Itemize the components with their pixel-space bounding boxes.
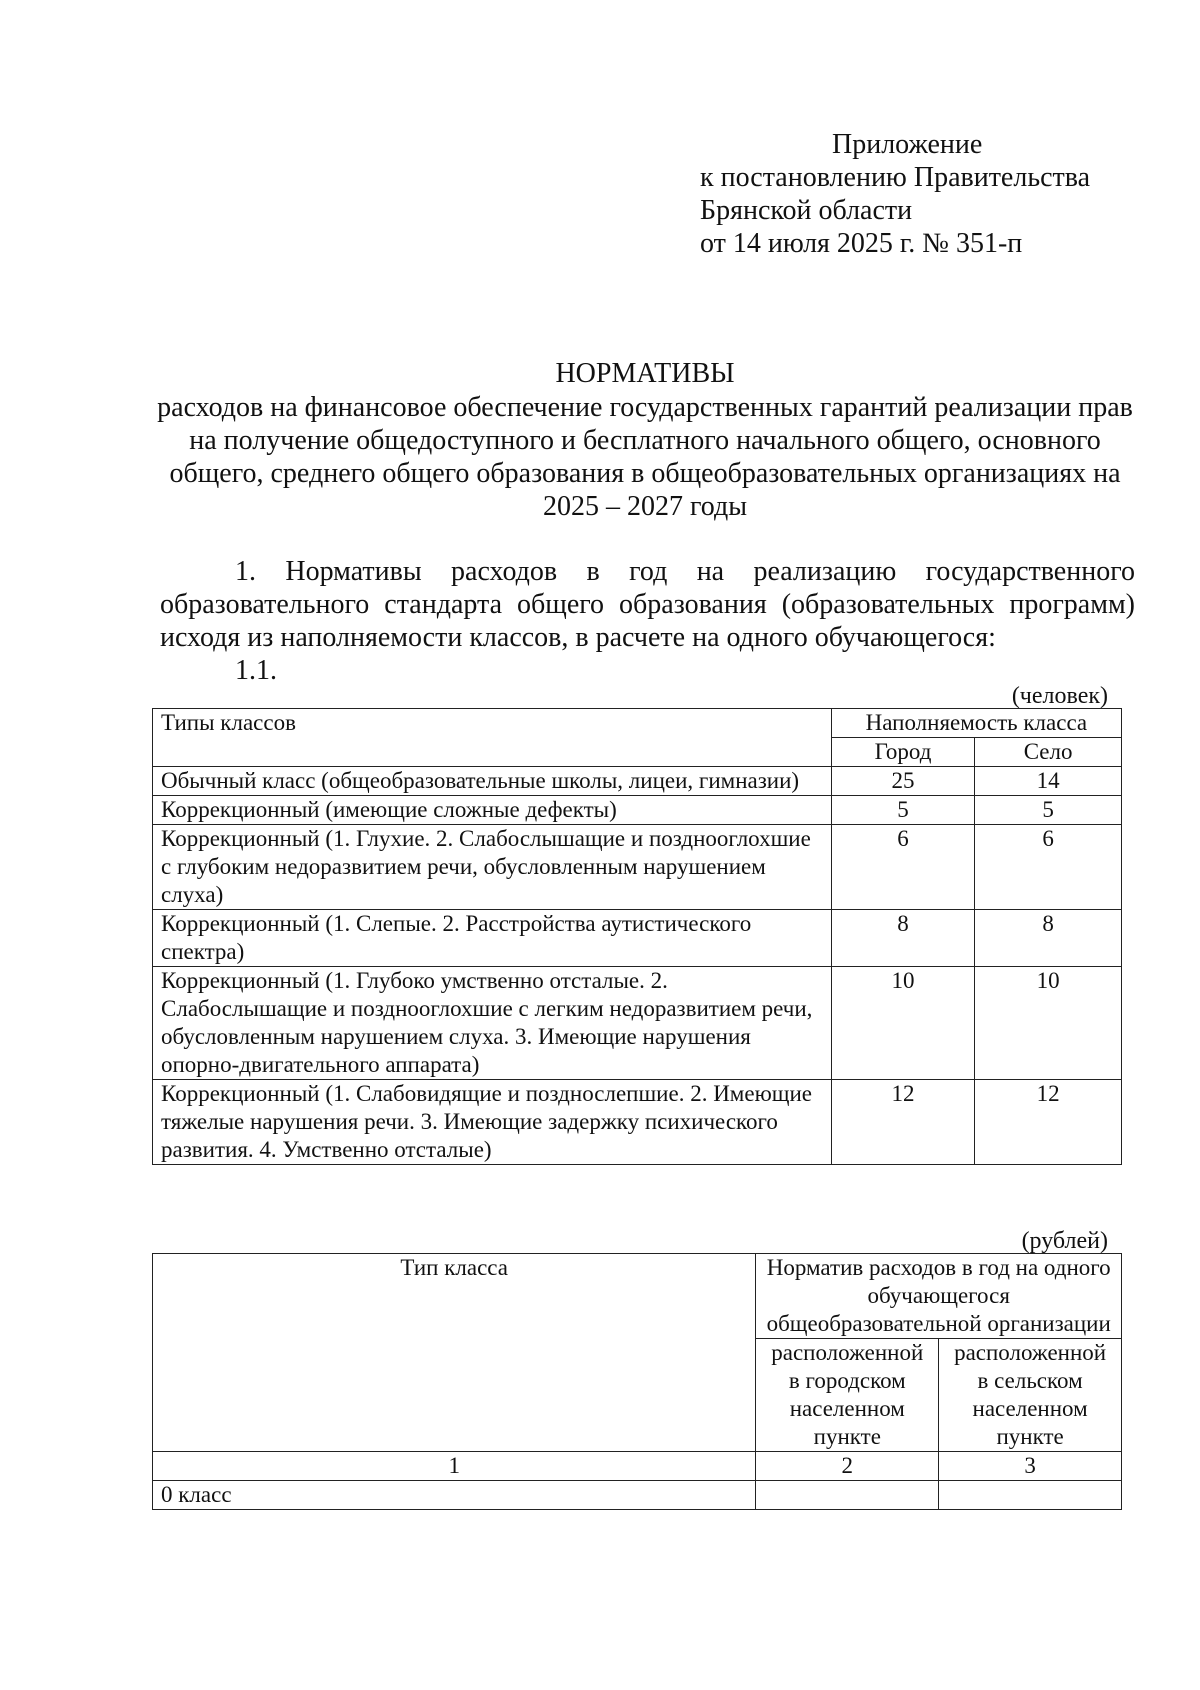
table2-header-type: Тип класса xyxy=(153,1254,756,1452)
table-row xyxy=(153,1481,1122,1510)
table-row xyxy=(153,767,1122,796)
table1-cell-type: Обычный класс (общеобразовательные школы, лицеи, гимназии) xyxy=(153,767,832,796)
table2-col-num-1: 1 xyxy=(153,1452,756,1481)
table1-cell-city: 10 xyxy=(831,967,974,1080)
table1-unit: (человек) xyxy=(1011,683,1108,709)
title-heading: НОРМАТИВЫ xyxy=(555,358,735,389)
table2-cell-city xyxy=(756,1481,939,1510)
table1-header-type: Типы классов xyxy=(153,709,832,767)
table2-header-village: расположенной в сельском населенном пункте xyxy=(939,1339,1122,1452)
table2-col-num-3: 3 xyxy=(939,1452,1122,1481)
title-subtitle: расходов на финансовое обеспечение государственных гарантий реализации прав на получение общедоступного и бесплатного начального общего, основного общего, среднего общего образования в общеобразовательных организациях на 2025 – 2027 годы xyxy=(157,392,1133,522)
table1-cell-village: 14 xyxy=(975,767,1122,796)
table1-cell-type: Коррекционный (имеющие сложные дефекты) xyxy=(153,796,832,825)
table-row xyxy=(153,910,1122,967)
table1-cell-type: Коррекционный (1. Слабовидящие и позднослепшие. 2. Имеющие тяжелые нарушения речи. 3. Имеющие задержку психического развития. 4. Умственно отсталые) xyxy=(153,1080,832,1165)
appendix-header xyxy=(700,128,1090,260)
section-1 xyxy=(160,555,1135,687)
table2-cell-village xyxy=(939,1481,1122,1510)
section-1-1-label: 1.1. xyxy=(235,655,277,686)
table1-cell-type: Коррекционный (1. Слепые. 2. Расстройства аутистического спектра) xyxy=(153,910,832,967)
table2-col-num-2: 2 xyxy=(756,1452,939,1481)
table-row xyxy=(153,825,1122,910)
table1-cell-village: 8 xyxy=(975,910,1122,967)
table-row xyxy=(153,796,1122,825)
table1-cell-city: 8 xyxy=(831,910,974,967)
table1-header-village: Село xyxy=(975,738,1122,767)
appendix-line-1: Приложение xyxy=(832,129,983,160)
table1-cell-city: 5 xyxy=(831,796,974,825)
section-1-text: 1. Нормативы расходов в год на реализацию государственного образовательного стандарта общего образования (образовательных программ) исходя из наполняемости классов, в расчете на одного обучающегося: xyxy=(160,556,1135,653)
table1-cell-type: Коррекционный (1. Глубоко умственно отсталые. 2. Слабослышащие и позднооглохшие с легким недоразвитием речи, обусловленным нарушением слуха. 3. Имеющие нарушения опорно-двигательного аппарата) xyxy=(153,967,832,1080)
table1-cell-village: 10 xyxy=(975,967,1122,1080)
appendix-line-3: Брянской области xyxy=(700,195,913,226)
table1-cell-type: Коррекционный (1. Глухие. 2. Слабослышащие и позднооглохшие с глубоким недоразвитием речи, обусловленным нарушением слуха) xyxy=(153,825,832,910)
table1-header-row xyxy=(153,709,1122,738)
table1-header-city: Город xyxy=(831,738,974,767)
table2-unit: (рублей) xyxy=(1021,1228,1108,1254)
table2-column-number-row xyxy=(153,1452,1122,1481)
table-row xyxy=(153,967,1122,1080)
table1-cell-village: 12 xyxy=(975,1080,1122,1165)
document-title xyxy=(150,357,1140,523)
appendix-line-4: от 14 июля 2025 г. № 351-п xyxy=(700,228,1023,259)
table2-header-row xyxy=(153,1254,1122,1339)
table2-cell-type: 0 класс xyxy=(153,1481,756,1510)
table1-header-fill: Наполняемость класса xyxy=(831,709,1121,738)
expense-norm-table xyxy=(152,1253,1122,1510)
table2-header-city: расположенной в городском населенном пункте xyxy=(756,1339,939,1452)
appendix-line-2: к постановлению Правительства xyxy=(700,162,1091,193)
table1-cell-village: 5 xyxy=(975,796,1122,825)
table2-header-norm: Норматив расходов в год на одного обучающегося общеобразовательной организации xyxy=(756,1254,1122,1339)
table1-cell-village: 6 xyxy=(975,825,1122,910)
table1-cell-city: 25 xyxy=(831,767,974,796)
class-fill-table xyxy=(152,708,1122,1165)
table1-cell-city: 6 xyxy=(831,825,974,910)
table-row xyxy=(153,1080,1122,1165)
table1-cell-city: 12 xyxy=(831,1080,974,1165)
